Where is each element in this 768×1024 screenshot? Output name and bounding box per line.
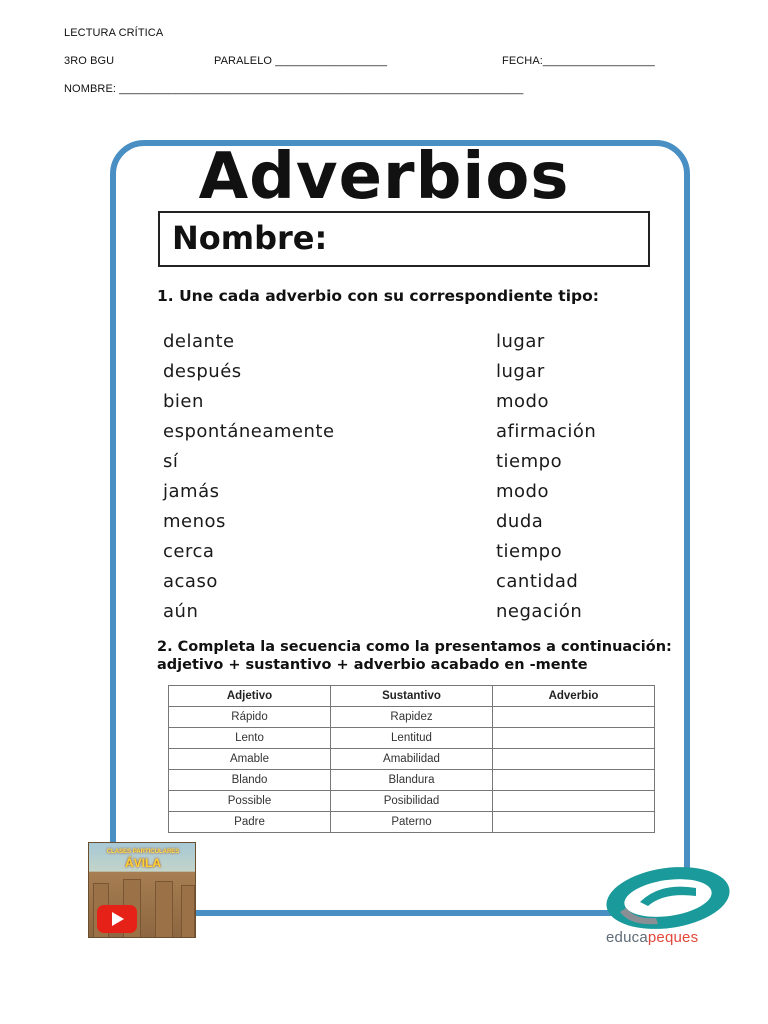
- table-row: [169, 749, 655, 770]
- type-word: modo: [496, 391, 549, 412]
- table-cell: Amabilidad: [331, 749, 493, 770]
- type-word: afirmación: [496, 421, 597, 442]
- worksheet-title: Adverbios: [198, 140, 570, 214]
- table-cell: Rápido: [169, 707, 331, 728]
- table-row: [169, 791, 655, 812]
- table-cell: Lentitud: [331, 728, 493, 749]
- adverb-word: delante: [163, 331, 235, 352]
- adverb-word: sí: [163, 451, 179, 472]
- header-grade: 3RO BGU: [64, 55, 115, 67]
- question-2-line-1: 2. Completa la secuencia como la presentamos a continuación:: [157, 639, 672, 655]
- castle-tower: [155, 881, 173, 938]
- adverb-word: espontáneamente: [163, 421, 335, 442]
- type-word: lugar: [496, 331, 545, 352]
- adverb-answer-cell[interactable]: [493, 791, 655, 812]
- adverb-answer-cell[interactable]: [493, 770, 655, 791]
- adverb-word: acaso: [163, 571, 218, 592]
- educapeques-wordmark: [606, 929, 698, 946]
- question-1: 1. Une cada adverbio con su correspondiente tipo:: [157, 287, 599, 305]
- play-triangle-icon: [112, 912, 124, 926]
- type-word: cantidad: [496, 571, 579, 592]
- type-word: modo: [496, 481, 549, 502]
- table-cell: Blandura: [331, 770, 493, 791]
- table-cell: Possible: [169, 791, 331, 812]
- table-header: Sustantivo: [331, 686, 493, 707]
- educapeques-logo-icon: [600, 862, 736, 934]
- type-word: tiempo: [496, 451, 563, 472]
- table-header: Adjetivo: [169, 686, 331, 707]
- table-cell: Paterno: [331, 812, 493, 833]
- type-word: duda: [496, 511, 544, 532]
- table-cell: Blando: [169, 770, 331, 791]
- avila-badge[interactable]: [88, 842, 196, 938]
- name-label: Nombre:: [172, 219, 328, 257]
- table-header: Adverbio: [493, 686, 655, 707]
- table-cell: Rapidez: [331, 707, 493, 728]
- header-paralelo: PARALELO __________________: [214, 55, 388, 67]
- brand-suffix: peques: [647, 929, 699, 946]
- adverb-answer-cell[interactable]: [493, 728, 655, 749]
- brand-prefix: educa: [606, 929, 648, 946]
- name-box: [158, 211, 650, 267]
- type-word: negación: [496, 601, 583, 622]
- adverb-word: bien: [163, 391, 204, 412]
- adverb-table: [168, 685, 655, 833]
- table-cell: Lento: [169, 728, 331, 749]
- question-2: [157, 638, 672, 674]
- table-cell: Amable: [169, 749, 331, 770]
- question-2-line-2: adjetivo + sustantivo + adverbio acabado en -mente: [157, 657, 588, 673]
- adverb-answer-cell[interactable]: [493, 707, 655, 728]
- adverb-answer-cell[interactable]: [493, 749, 655, 770]
- table-header-row: [169, 686, 655, 707]
- youtube-play-icon[interactable]: [97, 905, 137, 933]
- table-row: [169, 770, 655, 791]
- type-word: tiempo: [496, 541, 563, 562]
- badge-line-1: CLASES PARTICULARES: [106, 849, 180, 855]
- type-word: lugar: [496, 361, 545, 382]
- table-row: [169, 707, 655, 728]
- castle-tower: [181, 885, 195, 938]
- adverb-word: cerca: [163, 541, 215, 562]
- table-cell: Posibilidad: [331, 791, 493, 812]
- adverb-word: menos: [163, 511, 226, 532]
- badge-line-2: ÁVILA: [125, 856, 161, 870]
- adverb-answer-cell[interactable]: [493, 812, 655, 833]
- table-row: [169, 812, 655, 833]
- header-nombre: NOMBRE: _________________________________________________________________: [64, 83, 524, 95]
- table-cell: Padre: [169, 812, 331, 833]
- header-title: LECTURA CRÍTICA: [64, 27, 164, 39]
- adverb-word: aún: [163, 601, 199, 622]
- adverb-word: jamás: [163, 481, 220, 502]
- table-row: [169, 728, 655, 749]
- header-fecha: FECHA:__________________: [502, 55, 655, 67]
- adverb-word: después: [163, 361, 242, 382]
